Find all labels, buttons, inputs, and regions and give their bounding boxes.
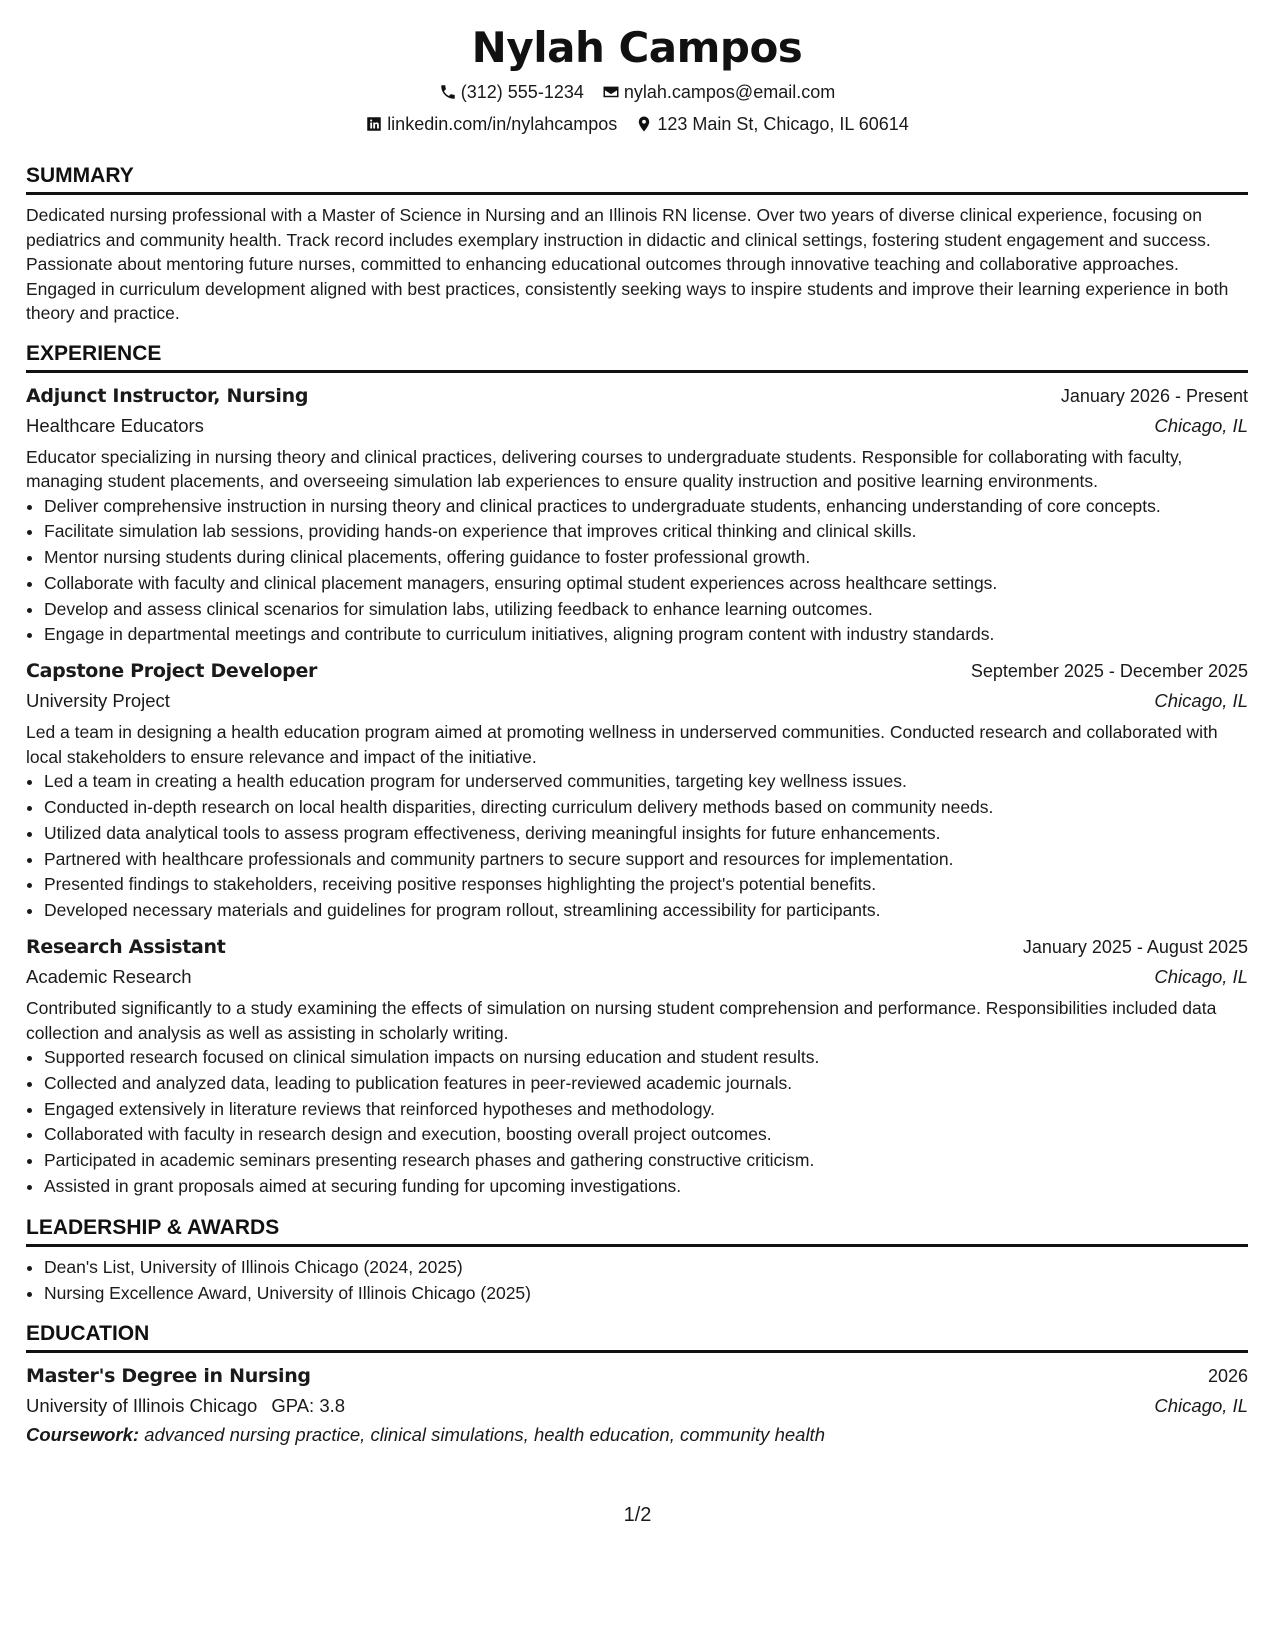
bullet-item: • Collected and analyzed data, leading to publication features in peer-reviewed academic journals. [44,1071,1248,1097]
bullet-item: • Led a team in creating a health education program for underserved communities, targeting key wellness issues. [44,769,1248,795]
bullet-item: • Conducted in-depth research on local health disparities, directing curriculum delivery methods based on community needs. [44,795,1248,821]
job-bullets [26,1045,1248,1200]
job-dates: January 2025 - August 2025 [1022,937,1248,958]
job-description: Led a team in designing a health education program aimed at promoting wellness in underserved communities. Conducted research and collaborated with local stakeholders to ensure relevance and impact of the initiative. [26,722,1218,767]
contact-email[interactable] [602,76,835,108]
resume-content [26,20,1248,1449]
bullet-item: • Supported research focused on clinical simulation impacts on nursing education and student results. [44,1045,1248,1071]
coursework-label: Coursework: [26,1424,140,1446]
job-bullets [26,494,1248,649]
job-dates: January 2026 - Present [1060,385,1248,406]
school-info [26,1391,345,1421]
job-title: Adjunct Instructor, Nursing [26,384,309,407]
bullet-item: • Utilized data analytical tools to assess program effectiveness, deriving meaningful insights for future enhancements. [44,821,1248,847]
education-section [26,1320,1248,1449]
job-title: Capstone Project Developer [26,660,318,683]
employer-name: Healthcare Educators [26,414,204,436]
experience-entry [26,381,1248,649]
map-marker-icon [635,115,653,133]
school-location: Chicago, IL [1154,1395,1248,1417]
phone-icon [439,83,457,101]
experience-heading: EXPERIENCE [26,340,1248,373]
employer-name: Academic Research [26,966,192,988]
bullet-item: • Participated in academic seminars presenting research phases and gathering constructive criticism. [44,1148,1248,1174]
contact-phone [439,76,584,108]
leadership-heading: LEADERSHIP & AWARDS [26,1214,1248,1247]
bullet-item: • Engage in departmental meetings and contribute to curriculum initiatives, aligning program content with industry standards. [44,622,1248,648]
entry-subheader [26,686,1248,716]
job-description: Contributed significantly to a study examining the effects of simulation on nursing student comprehension and performance. Responsibilities included data collection and analysis as well as assisting in scholarly writing. [26,998,1217,1043]
summary-section [26,162,1248,326]
contact-line-1 [26,76,1248,108]
award-item: • Nursing Excellence Award, University of Illinois Chicago (2025) [44,1281,1248,1307]
graduation-year: 2026 [1207,1366,1248,1387]
leadership-section [26,1214,1248,1307]
bullet-item: • Developed necessary materials and guidelines for program rollout, streamlining accessibility for participants. [44,898,1248,924]
summary-text: Dedicated nursing professional with a Master of Science in Nursing and an Illinois RN license. Over two years of diverse clinical experience, focusing on pediatrics and community health. Track record includes exemplary instruction in didactic and clinical settings, fostering student engagement and success. Passionate about mentoring future nurses, committed to enhancing educational outcomes through innovative teaching and collaborative approaches. Engaged in curriculum development aligned with best practices, consistently seeking ways to inspire students and improve their learning experience in both theory and practice. [26,205,1229,323]
award-item: • Dean's List, University of Illinois Chicago (2024, 2025) [44,1255,1248,1281]
job-description: Educator specializing in nursing theory and clinical practices, delivering courses to undergraduate students. Responsible for collaborating with faculty, managing student placements, and overseeing simulation lab experiences to ensure quality instruction and positive learning environments. [26,446,1183,491]
entry-subheader [26,411,1248,441]
bullet-item: • Mentor nursing students during clinical placements, offering guidance to foster professional growth. [44,545,1248,571]
candidate-name: Nylah Campos [471,23,803,72]
email-link[interactable]: nylah.campos@email.com [623,82,836,102]
bullet-item: • Engaged extensively in literature reviews that reinforced hypotheses and methodology. [44,1097,1248,1123]
bullet-item: • Assisted in grant proposals aimed at securing funding for upcoming investigations. [44,1174,1248,1200]
bullet-item: • Collaborate with faculty and clinical placement managers, ensuring optimal student experiences across healthcare settings. [44,571,1248,597]
experience-entry [26,656,1248,924]
bullet-item: • Develop and assess clinical scenarios for simulation labs, utilizing feedback to enhance learning outcomes. [44,597,1248,623]
bullet-item: • Presented findings to stakeholders, receiving positive responses highlighting the project's potential benefits. [44,872,1248,898]
education-header [26,1361,1248,1391]
job-location: Chicago, IL [1154,690,1248,712]
linkedin-link[interactable]: linkedin.com/in/nylahcampos [387,114,618,134]
linkedin-icon [365,115,383,133]
job-title: Research Assistant [26,936,226,959]
education-heading: EDUCATION [26,1320,1248,1353]
entry-header [26,656,1248,686]
summary-heading: SUMMARY [26,162,1248,195]
bullet-item: • Partnered with healthcare professionals and community partners to secure support and resources for implementation. [44,847,1248,873]
address-text: 123 Main St, Chicago, IL 60614 [657,114,909,134]
entry-header [26,932,1248,962]
job-location: Chicago, IL [1154,966,1248,988]
bullet-item: • Deliver comprehensive instruction in nursing theory and clinical practices to undergraduate students, enhancing understanding of core concepts. [44,494,1248,520]
page-number: 1/2 [623,1504,652,1526]
contact-address [635,108,909,140]
job-dates: September 2025 - December 2025 [970,661,1248,682]
bullet-item: • Facilitate simulation lab sessions, providing hands-on experience that improves critical thinking and clinical skills. [44,519,1248,545]
employer-name: University Project [26,690,170,712]
bullet-item: • Collaborated with faculty in research design and execution, boosting overall project outcomes. [44,1122,1248,1148]
coursework-text: advanced nursing practice, clinical simulations, health education, community health [144,1424,825,1446]
coursework-line [26,1421,1248,1449]
awards-list [26,1255,1248,1307]
job-location: Chicago, IL [1154,414,1248,436]
entry-header [26,381,1248,411]
experience-section [26,340,1248,1200]
contact-line-2 [26,108,1248,140]
contact-linkedin[interactable] [365,108,617,140]
education-subheader [26,1391,1248,1421]
resume-header [26,20,1248,140]
experience-entry [26,932,1248,1200]
envelope-icon [602,83,620,101]
phone-text: (312) 555-1234 [460,82,584,102]
degree-title: Master's Degree in Nursing [26,1365,311,1388]
gpa-text: GPA: 3.8 [271,1395,346,1417]
entry-subheader [26,962,1248,992]
job-bullets [26,769,1248,924]
school-name: University of Illinois Chicago [26,1395,258,1417]
